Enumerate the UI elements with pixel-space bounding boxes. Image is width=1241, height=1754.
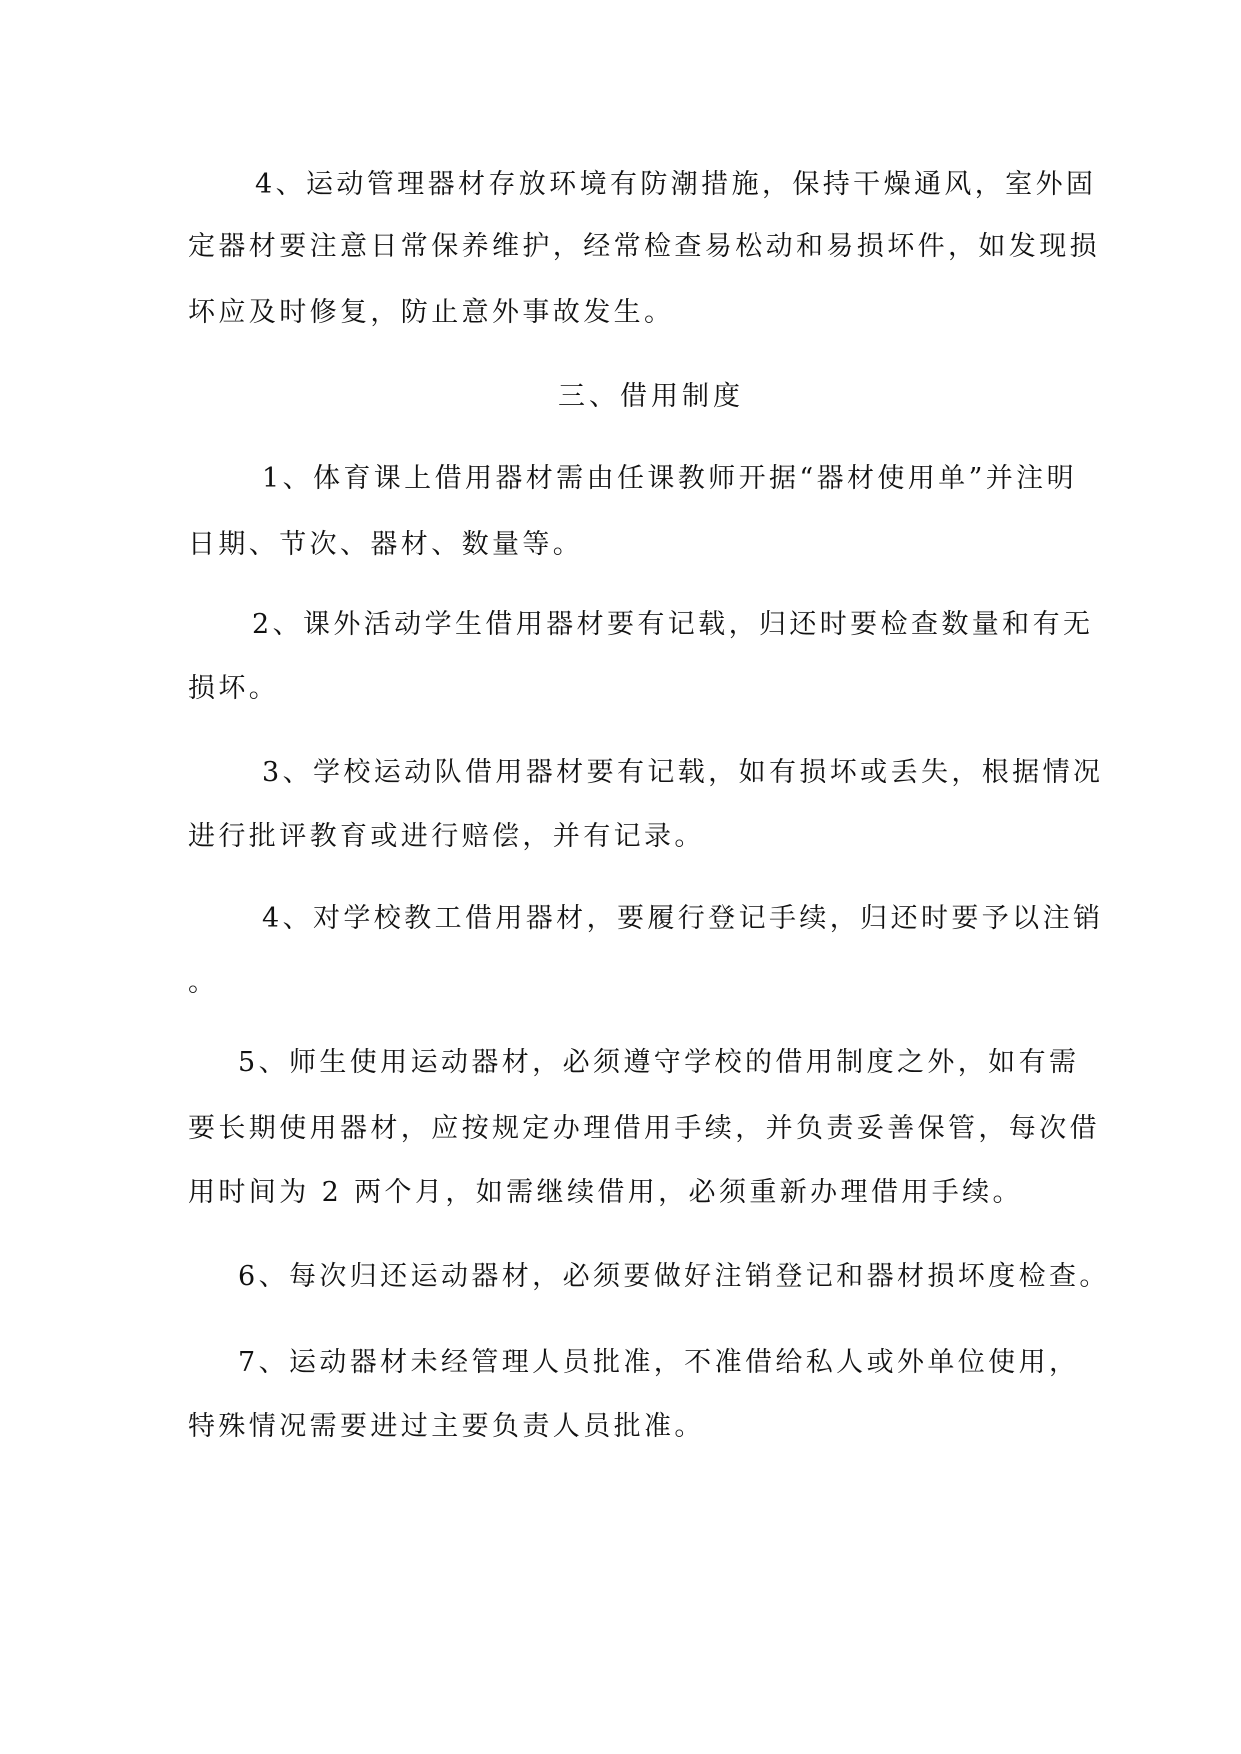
paragraph-line: 1、体育课上借用器材需由任课教师开据“器材使用单”并注明: [262, 463, 1077, 494]
paragraph-line: 特殊情况需要进过主要负责人员批准。: [188, 1411, 705, 1442]
section-heading: 三、借用制度: [558, 381, 744, 412]
paragraph-line: 进行批评教育或进行赔偿，并有记录。: [188, 821, 705, 852]
paragraph-line: 3、学校运动队借用器材要有记载，如有损坏或丢失，根据情况: [262, 757, 1104, 788]
paragraph-line: 7、运动器材未经管理人员批准，不准借给私人或外单位使用，: [238, 1347, 1080, 1378]
paragraph-line: 要长期使用器材，应按规定办理借用手续，并负责妥善保管，每次借: [188, 1113, 1100, 1144]
paragraph-line: 6、每次归还运动器材，必须要做好注销登记和器材损坏度检查。: [238, 1261, 1110, 1292]
paragraph-line: 日期、节次、器材、数量等。: [188, 529, 584, 560]
paragraph-line: 。: [188, 967, 219, 998]
paragraph-line: 4、对学校教工借用器材，要履行登记手续，归还时要予以注销: [262, 903, 1104, 934]
paragraph-line: 4、运动管理器材存放环境有防潮措施，保持干燥通风，室外固: [255, 169, 1097, 200]
paragraph-line: 5、师生使用运动器材，必须遵守学校的借用制度之外，如有需: [238, 1047, 1080, 1078]
paragraph-line: 坏应及时修复，防止意外事故发生。: [188, 297, 675, 328]
paragraph-line: 用时间为 2 两个月，如需继续借用，必须重新办理借用手续。: [188, 1177, 1023, 1208]
paragraph-line: 定器材要注意日常保养维护，经常检查易松动和易损坏件，如发现损: [188, 231, 1100, 262]
paragraph-line: 2、课外活动学生借用器材要有记载，归还时要检查数量和有无: [252, 609, 1094, 640]
paragraph-line: 损坏。: [188, 673, 280, 704]
